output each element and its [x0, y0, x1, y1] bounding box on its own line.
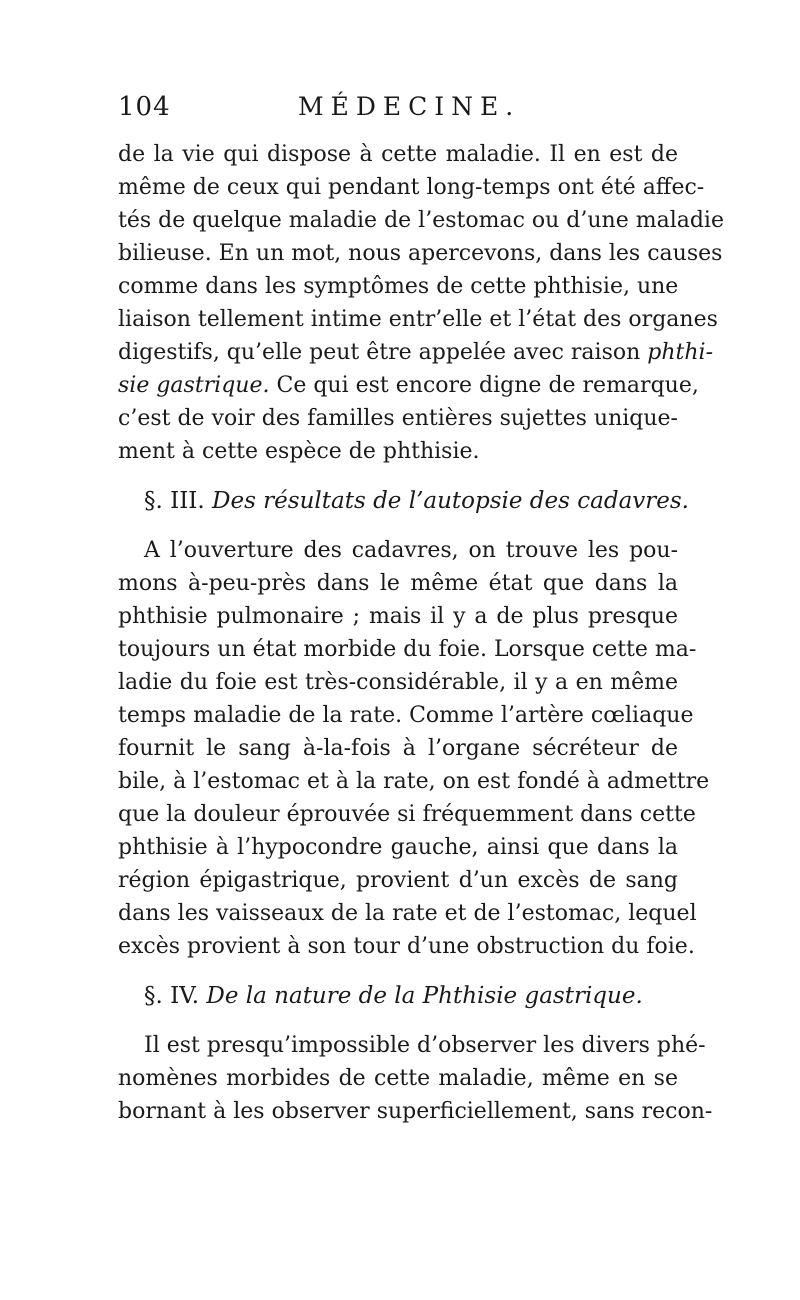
text-line: excès provient à son tour d’une obstruction du foie. — [118, 934, 695, 959]
text-line: ladie du foie est très-considérable, il y a en même — [118, 670, 678, 695]
text-line: Il est presqu’impossible d’observer les divers phé- — [144, 1033, 706, 1058]
text-line: que la douleur éprouvée si fréquemment dans cette — [118, 802, 696, 827]
running-head: MÉDECINE. — [298, 92, 521, 121]
section-heading — [118, 485, 689, 518]
text-line: tés de quelque maladie de l’estomac ou d’une maladie — [118, 208, 724, 233]
text-line: mons à-peu-près dans le même état que dans la — [118, 571, 678, 596]
text-line: temps maladie de la rate. Comme l’artère cœliaque — [118, 703, 694, 728]
text-line: même de ceux qui pendant long-temps ont été affec- — [118, 175, 705, 200]
text-line: bile, à l’estomac et à la rate, on est fondé à admettre — [118, 769, 710, 794]
text-line: de la vie qui dispose à cette maladie. Il en est de — [118, 142, 678, 167]
italic-term: sie gastrique. — [118, 373, 270, 398]
text-segment: Ce qui est encore digne de remarque, — [276, 373, 699, 398]
text-line: comme dans les symptômes de cette phthisie, une — [118, 274, 679, 299]
section-heading — [118, 980, 678, 1013]
text-line: fournit le sang à-la-fois à l’organe sécréteur de — [118, 736, 678, 761]
text-line: bornant à les observer superficiellement, sans recon- — [118, 1099, 713, 1124]
text-line: nomènes morbides de cette maladie, même en se — [118, 1066, 678, 1091]
text-line: toujours un état morbide du foie. Lorsque cette ma- — [118, 637, 697, 662]
text-line: c’est de voir des familles entières sujettes unique- — [118, 406, 678, 431]
text-segment: digestifs, qu’elle peut être appelée avec raison — [118, 340, 641, 365]
text-line: phthisie pulmonaire ; mais il y a de plus presque — [118, 604, 678, 629]
text-line: région épigastrique, provient d’un excès de sang — [118, 868, 678, 893]
body-text — [118, 138, 724, 1128]
section-title: De la nature de la Phthisie gastrique. — [206, 983, 643, 1009]
page-header — [118, 92, 678, 132]
text-line — [118, 369, 699, 402]
italic-term: phthi- — [647, 340, 714, 365]
text-line: A l’ouverture des cadavres, on trouve les pou- — [144, 538, 678, 563]
text-line: bilieuse. En un mot, nous apercevons, dans les causes — [118, 241, 723, 266]
text-line: liaison tellement intime entr’elle et l’état des organes — [118, 307, 718, 332]
text-line — [118, 336, 714, 369]
text-line: ment à cette espèce de phthisie. — [118, 439, 480, 464]
page-number: 104 — [118, 92, 171, 122]
section-number: §. IV. — [144, 983, 200, 1009]
text-line: phthisie à l’hypocondre gauche, ainsi que dans la — [118, 835, 678, 860]
section-title: Des résultats de l’autopsie des cadavres. — [212, 488, 689, 514]
section-number: §. III. — [144, 488, 205, 514]
text-line: dans les vaisseaux de la rate et de l’estomac, lequel — [118, 901, 697, 926]
